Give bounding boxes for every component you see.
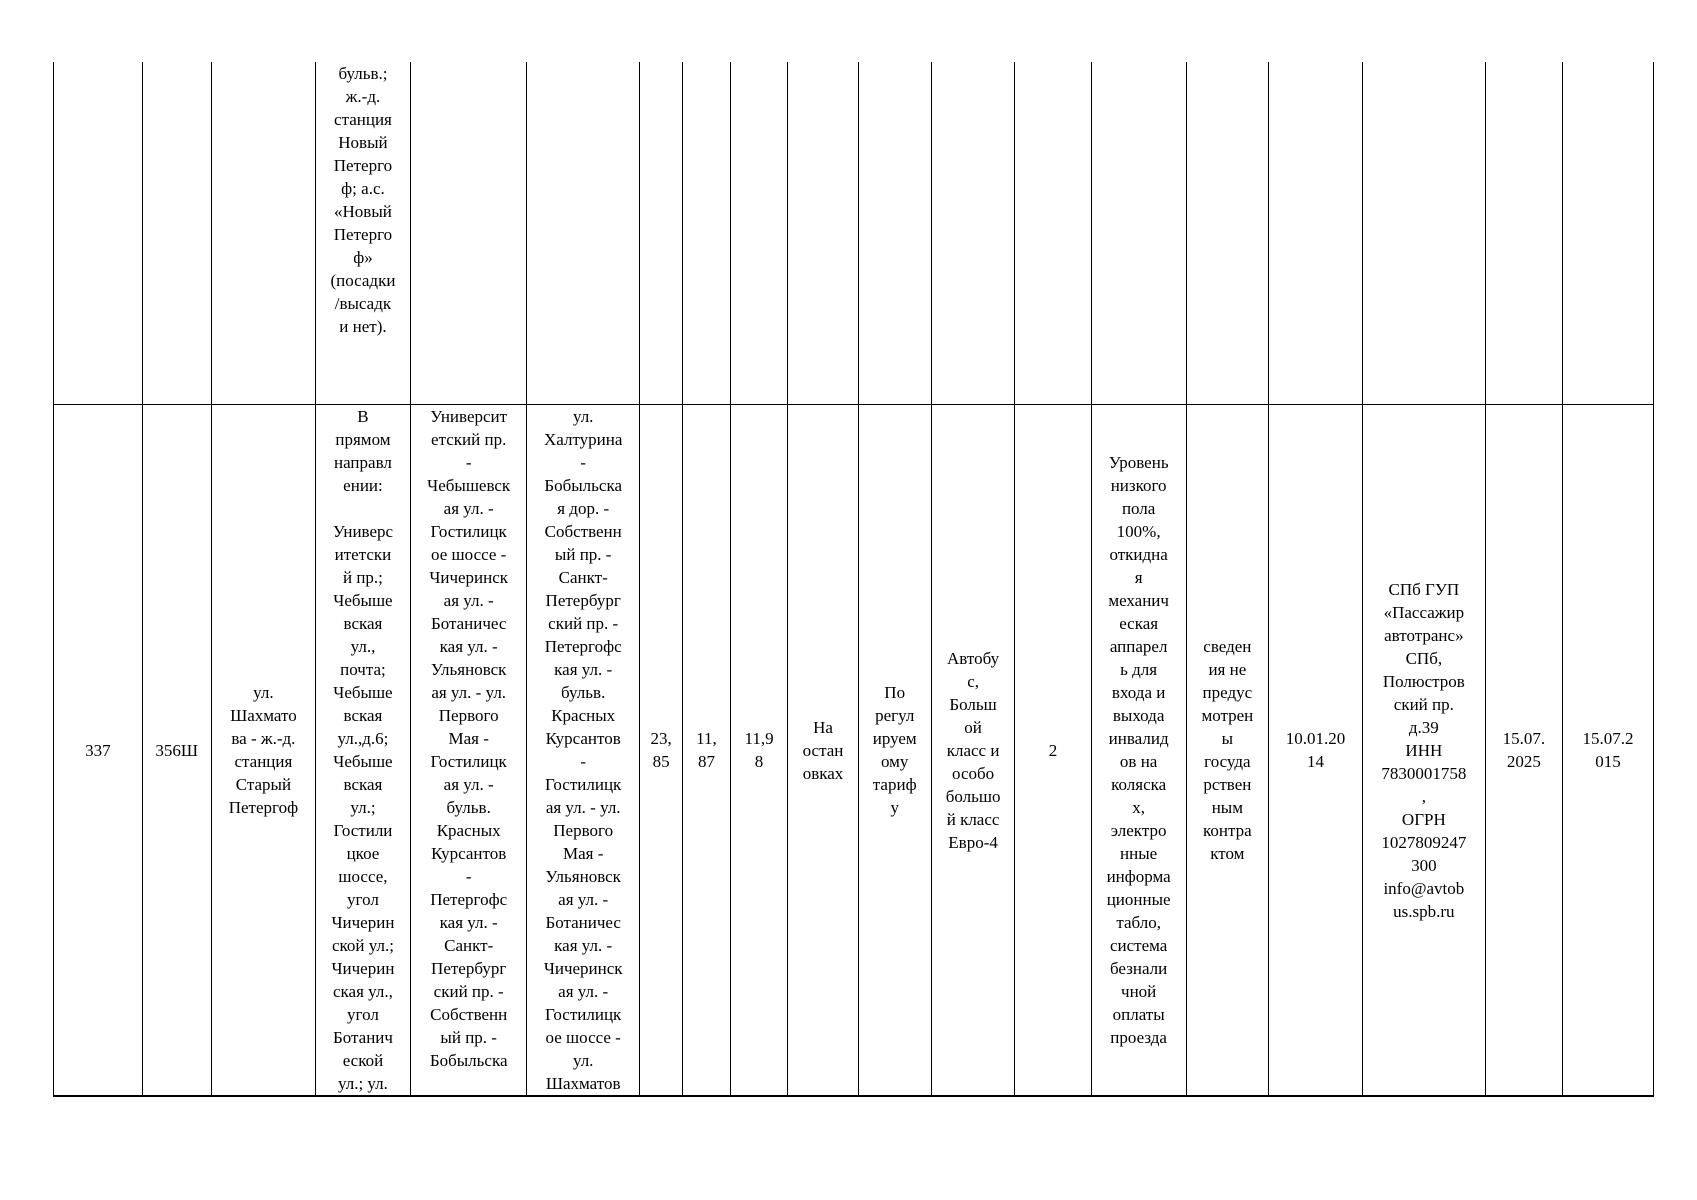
cell-empty — [1186, 62, 1269, 405]
cell-date-end: 15.07. 2025 — [1485, 405, 1562, 1097]
cell-empty — [730, 62, 788, 405]
cell-empty — [931, 62, 1015, 405]
cell-streets-forward: Университ етский пр. - Чебышевск ая ул. - Гостилицк ое шоссе - Чичеринск ая ул. - Ботаничес кая ул. - Ульяновск ая ул. - ул. Первого Мая - Гостилицк ая ул. - бульв. Красных Курсантов - Петергофс кая ул. - Санкт- Петербург ский пр. - Собственн ый пр. - Бобыльска — [410, 405, 527, 1097]
cell-empty — [1563, 62, 1654, 405]
cell-empty — [1362, 62, 1485, 405]
cell-length-backward: 11,9 8 — [730, 405, 788, 1097]
cell-boarding-order: На остан овках — [788, 405, 858, 1097]
cell-date-begin: 15.07.2 015 — [1563, 405, 1654, 1097]
cell-reg-number: 337 — [54, 405, 143, 1097]
cell-contract-info: сведен ия не предус мотрен ы госуда рствен ным контра ктом — [1186, 405, 1269, 1097]
cell-empty — [1485, 62, 1562, 405]
cell-carrier: СПб ГУП «Пассажир автотранс» СПб, Полюстров ский пр. д.39 ИНН 7830001758 , ОГРН 1027809247 300 info@avtob us.spb.ru — [1362, 405, 1485, 1097]
cell-empty — [410, 62, 527, 405]
cell-stops-forward: В прямом направл ении: Универс итетски й пр.; Чебыше вская ул., почта; Чебыше вская ул.,д.6; Чебыше вская ул.; Гостили цкое шоссе, угол Чичерин ской ул.; Чичерин ская ул., угол Ботанич еской ул.; ул. — [316, 405, 411, 1097]
cell-empty — [683, 62, 730, 405]
cell-route-name: ул. Шахмато ва - ж.-д. станция Старый Петергоф — [211, 405, 315, 1097]
cell-empty — [858, 62, 931, 405]
cell-empty — [788, 62, 858, 405]
cell-length-forward: 11, 87 — [683, 405, 730, 1097]
cell-start-date: 10.01.20 14 — [1269, 405, 1363, 1097]
cell-empty — [1269, 62, 1363, 405]
table-row-continuation — [54, 62, 1654, 405]
cell-vehicle-type: Автобу с, Больш ой класс и особо большо й класс Евро-4 — [931, 405, 1015, 1097]
cell-route-number: 356Ш — [142, 405, 211, 1097]
cell-tariff: По регул ируем ому тариф у — [858, 405, 931, 1097]
cell-empty — [639, 62, 682, 405]
cell-empty — [54, 62, 143, 405]
cell-vehicle-characteristics: Уровень низкого пола 100%, откидна я механич еская аппарел ь для входа и выхода инвалид ов на коляска х, электро нные информа ционные табло, система безнали чной оплаты проезда — [1091, 405, 1186, 1097]
cell-empty — [527, 62, 639, 405]
cell-empty — [211, 62, 315, 405]
cell-length-total: 23, 85 — [639, 405, 682, 1097]
cell-empty — [1091, 62, 1186, 405]
route-register-table — [53, 62, 1654, 1097]
table-row-route — [54, 405, 1654, 1097]
cell-stops-continuation: бульв.; ж.-д. станция Новый Петерго ф; а.с. «Новый Петерго ф» (посадки /высадк и нет). — [316, 62, 411, 405]
cell-empty — [142, 62, 211, 405]
cell-vehicle-count: 2 — [1015, 405, 1091, 1097]
cell-empty — [1015, 62, 1091, 405]
cell-streets-backward: ул. Халтурина - Бобыльска я дор. - Собственн ый пр. - Санкт- Петербург ский пр. - Петергофс кая ул. - бульв. Красных Курсантов - Гостилицк ая ул. - ул. Первого Мая - Ульяновск ая ул. - Ботаничес кая ул. - Чичеринск ая ул. - Гостилицк ое шоссе - ул. Шахматов — [527, 405, 639, 1097]
